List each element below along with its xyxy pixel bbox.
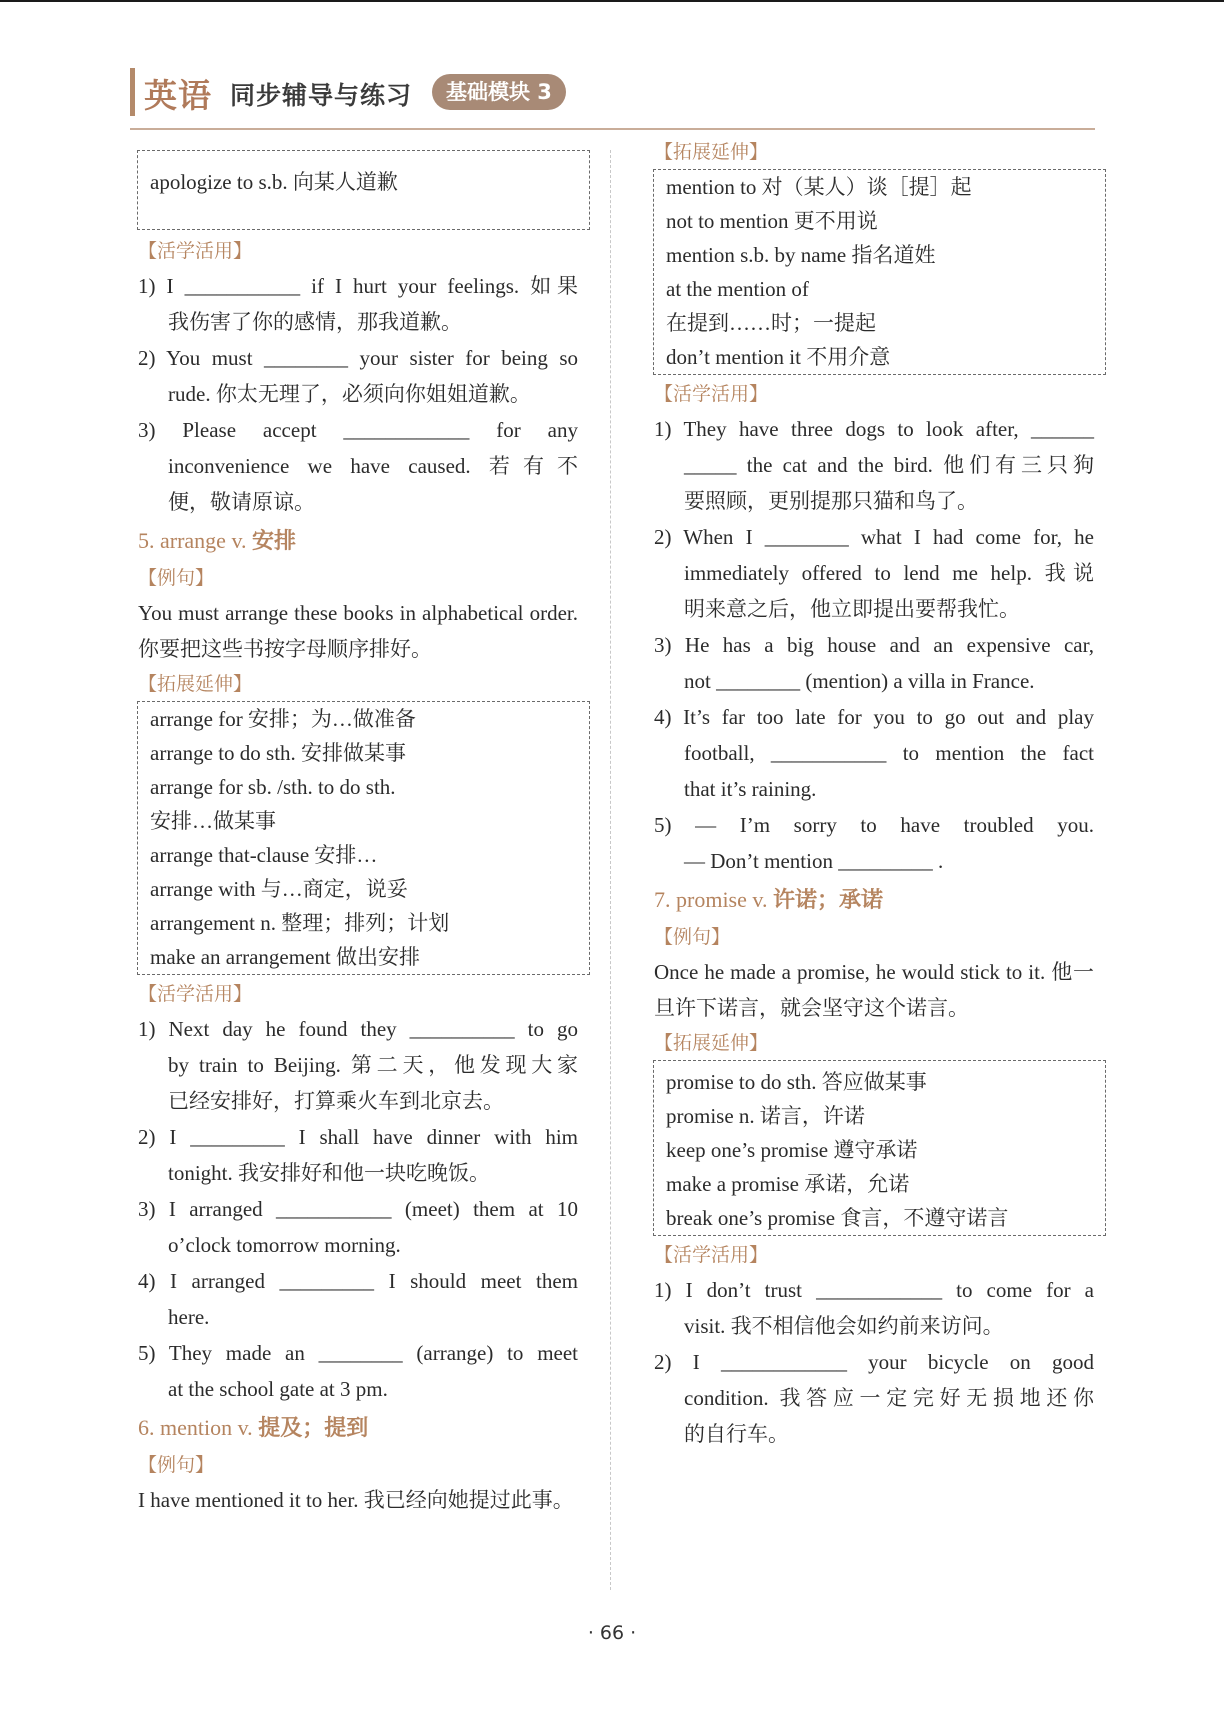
header-accent-bar	[130, 68, 135, 116]
top-border	[0, 0, 1224, 2]
exercise-item	[138, 1191, 578, 1263]
box-line: arrangement n. 整理；排列；计划	[150, 911, 450, 935]
promise-exercises	[654, 1272, 1094, 1452]
example-tag: 【例句】	[654, 926, 731, 948]
heading-promise	[654, 881, 1094, 920]
right-column	[654, 135, 1094, 1452]
exercise-continuation: here.	[168, 1305, 210, 1329]
exercise-line: 2) I ____________ your bicycle on good	[654, 1350, 1094, 1374]
box-line: 安排…做某事	[150, 809, 276, 833]
exercise-line: 3) He has a big house and an expensive car,	[654, 633, 1094, 657]
exercise-line: 1) I don’t trust ____________ to come for a	[654, 1278, 1094, 1302]
exercise-item	[654, 411, 1094, 519]
exercise-item	[138, 1011, 578, 1119]
box-line: arrange for sb. /sth. to do sth.	[150, 775, 396, 799]
exercise-item	[138, 1335, 578, 1407]
apologize-box	[137, 150, 590, 230]
exercise-continuation: inconvenience we have caused. 若有不	[168, 454, 578, 478]
exercise-continuation: condition. 我答应一定完好无损地还你	[684, 1386, 1094, 1410]
box-line: at the mention of	[666, 277, 809, 301]
exercise-continuation: tonight. 我安排好和他一块吃晚饭。	[168, 1161, 491, 1185]
exercise-line: 1) They have three dogs to look after, ______	[654, 417, 1094, 441]
exercise-item	[654, 1344, 1094, 1452]
exercise-item	[654, 807, 1094, 879]
mention-box	[653, 169, 1106, 375]
exercise-line: 5) They made an ________ (arrange) to meet	[138, 1341, 578, 1365]
exercise-item	[138, 1263, 578, 1335]
box-line: arrange that-clause 安排…	[150, 843, 378, 867]
heading-word: 5. arrange v.	[138, 528, 253, 553]
exercise-line: 5) — I’m sorry to have troubled you.	[654, 813, 1094, 837]
series-title: 同步辅导与练习	[230, 81, 413, 110]
exercise-continuation: at the school gate at 3 pm.	[168, 1377, 388, 1401]
exercise-continuation: 明来意之后，他立即提出要帮我忙。	[684, 597, 1020, 621]
practice-tag: 【活学活用】	[138, 240, 253, 262]
arrange-exercises	[138, 1011, 578, 1407]
box-line: mention to 对（某人）谈［提］起	[666, 175, 972, 199]
exercise-item	[138, 412, 578, 520]
box-line: don’t mention it 不用介意	[666, 345, 891, 369]
box-line: mention s.b. by name 指名道姓	[666, 243, 936, 267]
exercise-line: 1) Next day he found they __________ to go	[138, 1017, 578, 1041]
exercise-line: 2) I _________ I shall have dinner with him	[138, 1125, 578, 1149]
exercise-item	[654, 699, 1094, 807]
box-line: 在提到……时；一提起	[666, 311, 876, 335]
exercise-continuation: — Don’t mention _________ .	[684, 849, 944, 873]
exercise-continuation: immediately offered to lend me help. 我说	[684, 561, 1094, 585]
exercise-continuation: football, ___________ to mention the fact	[684, 741, 1094, 765]
left-column	[138, 150, 578, 1518]
exercise-line: 1) I ___________ if I hurt your feelings. 如果	[138, 274, 578, 298]
mention-exercises	[654, 411, 1094, 879]
exercise-line: 3) Please accept ____________ for any	[138, 418, 578, 442]
exercise-continuation: 我伤害了你的感情，那我道歉。	[168, 310, 462, 334]
box-line: promise to do sth. 答应做某事	[666, 1070, 927, 1094]
exercise-continuation: 的自行车。	[684, 1422, 789, 1446]
header-rule	[130, 128, 1095, 130]
heading-word: 7. promise v.	[654, 887, 773, 912]
practice-tag: 【活学活用】	[654, 383, 769, 405]
heading-mention	[138, 1409, 578, 1448]
exercise-continuation: not ________ (mention) a villa in France.	[684, 669, 1035, 693]
exercise-continuation: visit. 我不相信他会如约前来访问。	[684, 1314, 1004, 1338]
exercise-line: 3) I arranged ___________ (meet) them at 10	[138, 1197, 578, 1221]
extend-tag: 【拓展延伸】	[654, 1032, 769, 1054]
example-tag: 【例句】	[138, 1454, 215, 1476]
promise-box	[653, 1060, 1106, 1236]
exercise-item	[654, 519, 1094, 627]
box-line: arrange with 与…商定，说妥	[150, 877, 408, 901]
exercise-item	[654, 1272, 1094, 1344]
box-line: arrange for 安排；为…做准备	[150, 707, 416, 731]
exercise-line: 2) When I ________ what I had come for, he	[654, 525, 1094, 549]
box-line: make a promise 承诺，允诺	[666, 1172, 910, 1196]
practice-tag: 【活学活用】	[138, 983, 253, 1005]
arrange-box	[137, 701, 590, 975]
box-line: promise n. 诺言，许诺	[666, 1104, 865, 1128]
page-number: · 66 ·	[587, 1622, 637, 1644]
heading-meaning: 提及；提到	[258, 1416, 369, 1441]
extend-tag: 【拓展延伸】	[138, 673, 253, 695]
box-line: make an arrangement 做出安排	[150, 945, 420, 969]
practice-tag: 【活学活用】	[654, 1244, 769, 1266]
heading-arrange	[138, 522, 578, 561]
exercise-item	[138, 340, 578, 412]
exercise-continuation: by train to Beijing. 第二天，他发现大家	[168, 1053, 578, 1077]
box-line: not to mention 更不用说	[666, 209, 878, 233]
box-line: arrange to do sth. 安排做某事	[150, 741, 407, 765]
column-divider	[610, 150, 611, 1590]
exercise-continuation: 已经安排好，打算乘火车到北京去。	[168, 1089, 504, 1113]
exercise-item	[138, 1119, 578, 1191]
extend-tag: 【拓展延伸】	[654, 141, 769, 163]
example-sentence: You must arrange these books in alphabetical order. 你要把这些书按字母顺序排好。	[138, 601, 578, 661]
example-tag: 【例句】	[138, 567, 215, 589]
page-header	[130, 60, 1095, 132]
exercise-continuation: o’clock tomorrow morning.	[168, 1233, 401, 1257]
exercise-item	[138, 268, 578, 340]
exercise-line: 4) It’s far too late for you to go out and play	[654, 705, 1094, 729]
box-line: break one’s promise 食言，不遵守诺言	[666, 1206, 1009, 1230]
exercise-continuation: 便，敬请原谅。	[168, 490, 315, 514]
exercise-line: 4) I arranged _________ I should meet them	[138, 1269, 578, 1293]
exercise-continuation: rude. 你太无理了，必须向你姐姐道歉。	[168, 382, 531, 406]
module-badge: 基础模块 3	[432, 74, 566, 110]
heading-word: 6. mention v.	[138, 1415, 259, 1440]
exercise-item	[654, 627, 1094, 699]
heading-meaning: 安排	[252, 529, 297, 554]
subject-title: 英语	[144, 76, 212, 115]
apologize-exercises	[138, 268, 578, 520]
exercise-line: 2) You must ________ your sister for being so	[138, 346, 578, 370]
exercise-continuation: _____ the cat and the bird. 他们有三只狗	[684, 453, 1094, 477]
exercise-continuation: that it’s raining.	[684, 777, 817, 801]
box-line: keep one’s promise 遵守承诺	[666, 1138, 918, 1162]
example-sentence: Once he made a promise, he would stick to it. 他一旦许下诺言，就会坚守这个诺言。	[654, 960, 1094, 1020]
exercise-continuation: 要照顾，更别提那只猫和鸟了。	[684, 489, 978, 513]
heading-meaning: 许诺；承诺	[772, 888, 883, 913]
box-line: apologize to s.b. 向某人道歉	[150, 170, 398, 194]
example-sentence: I have mentioned it to her. 我已经向她提过此事。	[138, 1488, 574, 1512]
